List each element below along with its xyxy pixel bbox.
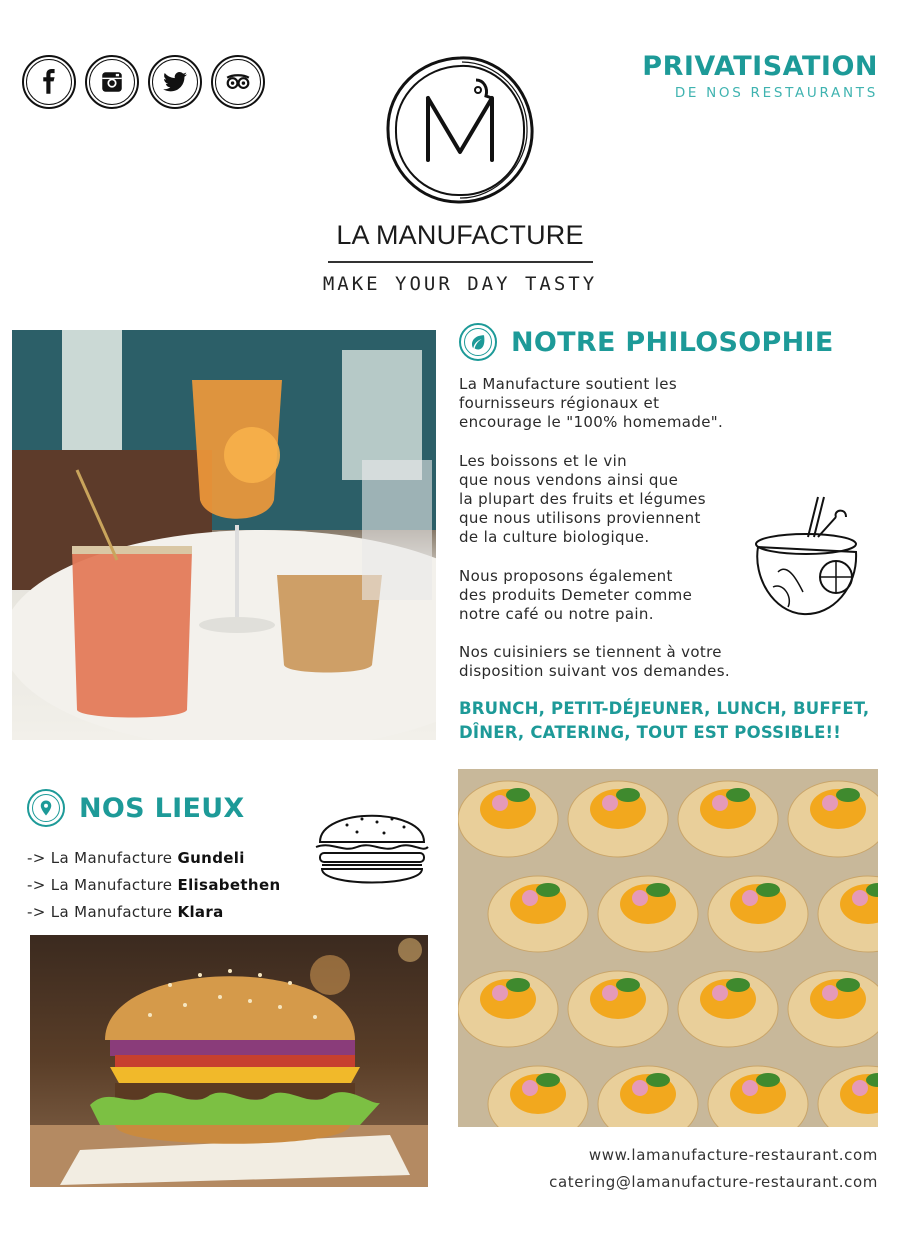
lieux-heading: [27, 789, 245, 827]
tagline: MAKE YOUR DAY TASTY: [322, 273, 598, 295]
privatisation-subtitle: DE NOS RESTAURANTS: [674, 85, 878, 101]
services-highlight: [459, 697, 889, 745]
location-prefix: -> La Manufacture: [27, 849, 178, 867]
privatisation-title: PRIVATISATION: [642, 51, 878, 82]
location-prefix: -> La Manufacture: [27, 903, 178, 921]
philosophie-paragraph-4: Nos cuisiniers se tiennent à votre disposition suivant vos demandes.: [459, 643, 730, 680]
location-name: Klara: [177, 903, 224, 921]
brand-divider: [328, 261, 593, 263]
location-name: Elisabethen: [177, 876, 281, 894]
logo-emblem-icon: [380, 50, 540, 210]
burger-sketch-icon: [312, 797, 432, 892]
services-line-2: DÎNER, CATERING, TOUT EST POSSIBLE!!: [459, 723, 842, 742]
location-prefix: -> La Manufacture: [27, 876, 178, 894]
locations-list: [27, 845, 281, 926]
appetizers-photo: [458, 769, 878, 1127]
location-pin-icon: [27, 789, 65, 827]
privatisation-heading: [642, 52, 878, 101]
philosophie-paragraph-1: La Manufacture soutient les fournisseurs régionaux et encourage le "100% homemade".: [459, 375, 724, 431]
lieux-title: NOS LIEUX: [79, 792, 245, 824]
tripadvisor-icon[interactable]: [211, 55, 265, 109]
cocktails-photo: [12, 330, 436, 740]
list-item: [27, 899, 281, 926]
philosophie-paragraph-3: Nous proposons également des produits Demeter comme notre café ou notre pain.: [459, 567, 693, 623]
email-link[interactable]: catering@lamanufacture-restaurant.com: [549, 1173, 878, 1191]
brand-logo: [310, 50, 610, 295]
burger-photo: [30, 935, 428, 1187]
social-icons: [22, 55, 265, 109]
philosophie-heading: [459, 323, 834, 361]
philosophie-paragraph-2: Les boissons et le vin que nous vendons ainsi que la plupart des fruits et légumes que nous utilisons proviennent de la culture biologique.: [459, 452, 706, 546]
facebook-icon[interactable]: [22, 55, 76, 109]
list-item: [27, 872, 281, 899]
list-item: [27, 845, 281, 872]
instagram-icon[interactable]: [85, 55, 139, 109]
twitter-icon[interactable]: [148, 55, 202, 109]
brand-name: LA MANUFACTURE: [336, 220, 584, 250]
philosophie-title: NOTRE PHILOSOPHIE: [511, 326, 834, 358]
location-name: Gundeli: [177, 849, 245, 867]
services-line-1: BRUNCH, PETIT-DÉJEUNER, LUNCH, BUFFET,: [459, 699, 870, 718]
leaf-icon: [459, 323, 497, 361]
website-link[interactable]: www.lamanufacture-restaurant.com: [588, 1146, 878, 1164]
cocktail-sketch-icon: [748, 492, 863, 622]
